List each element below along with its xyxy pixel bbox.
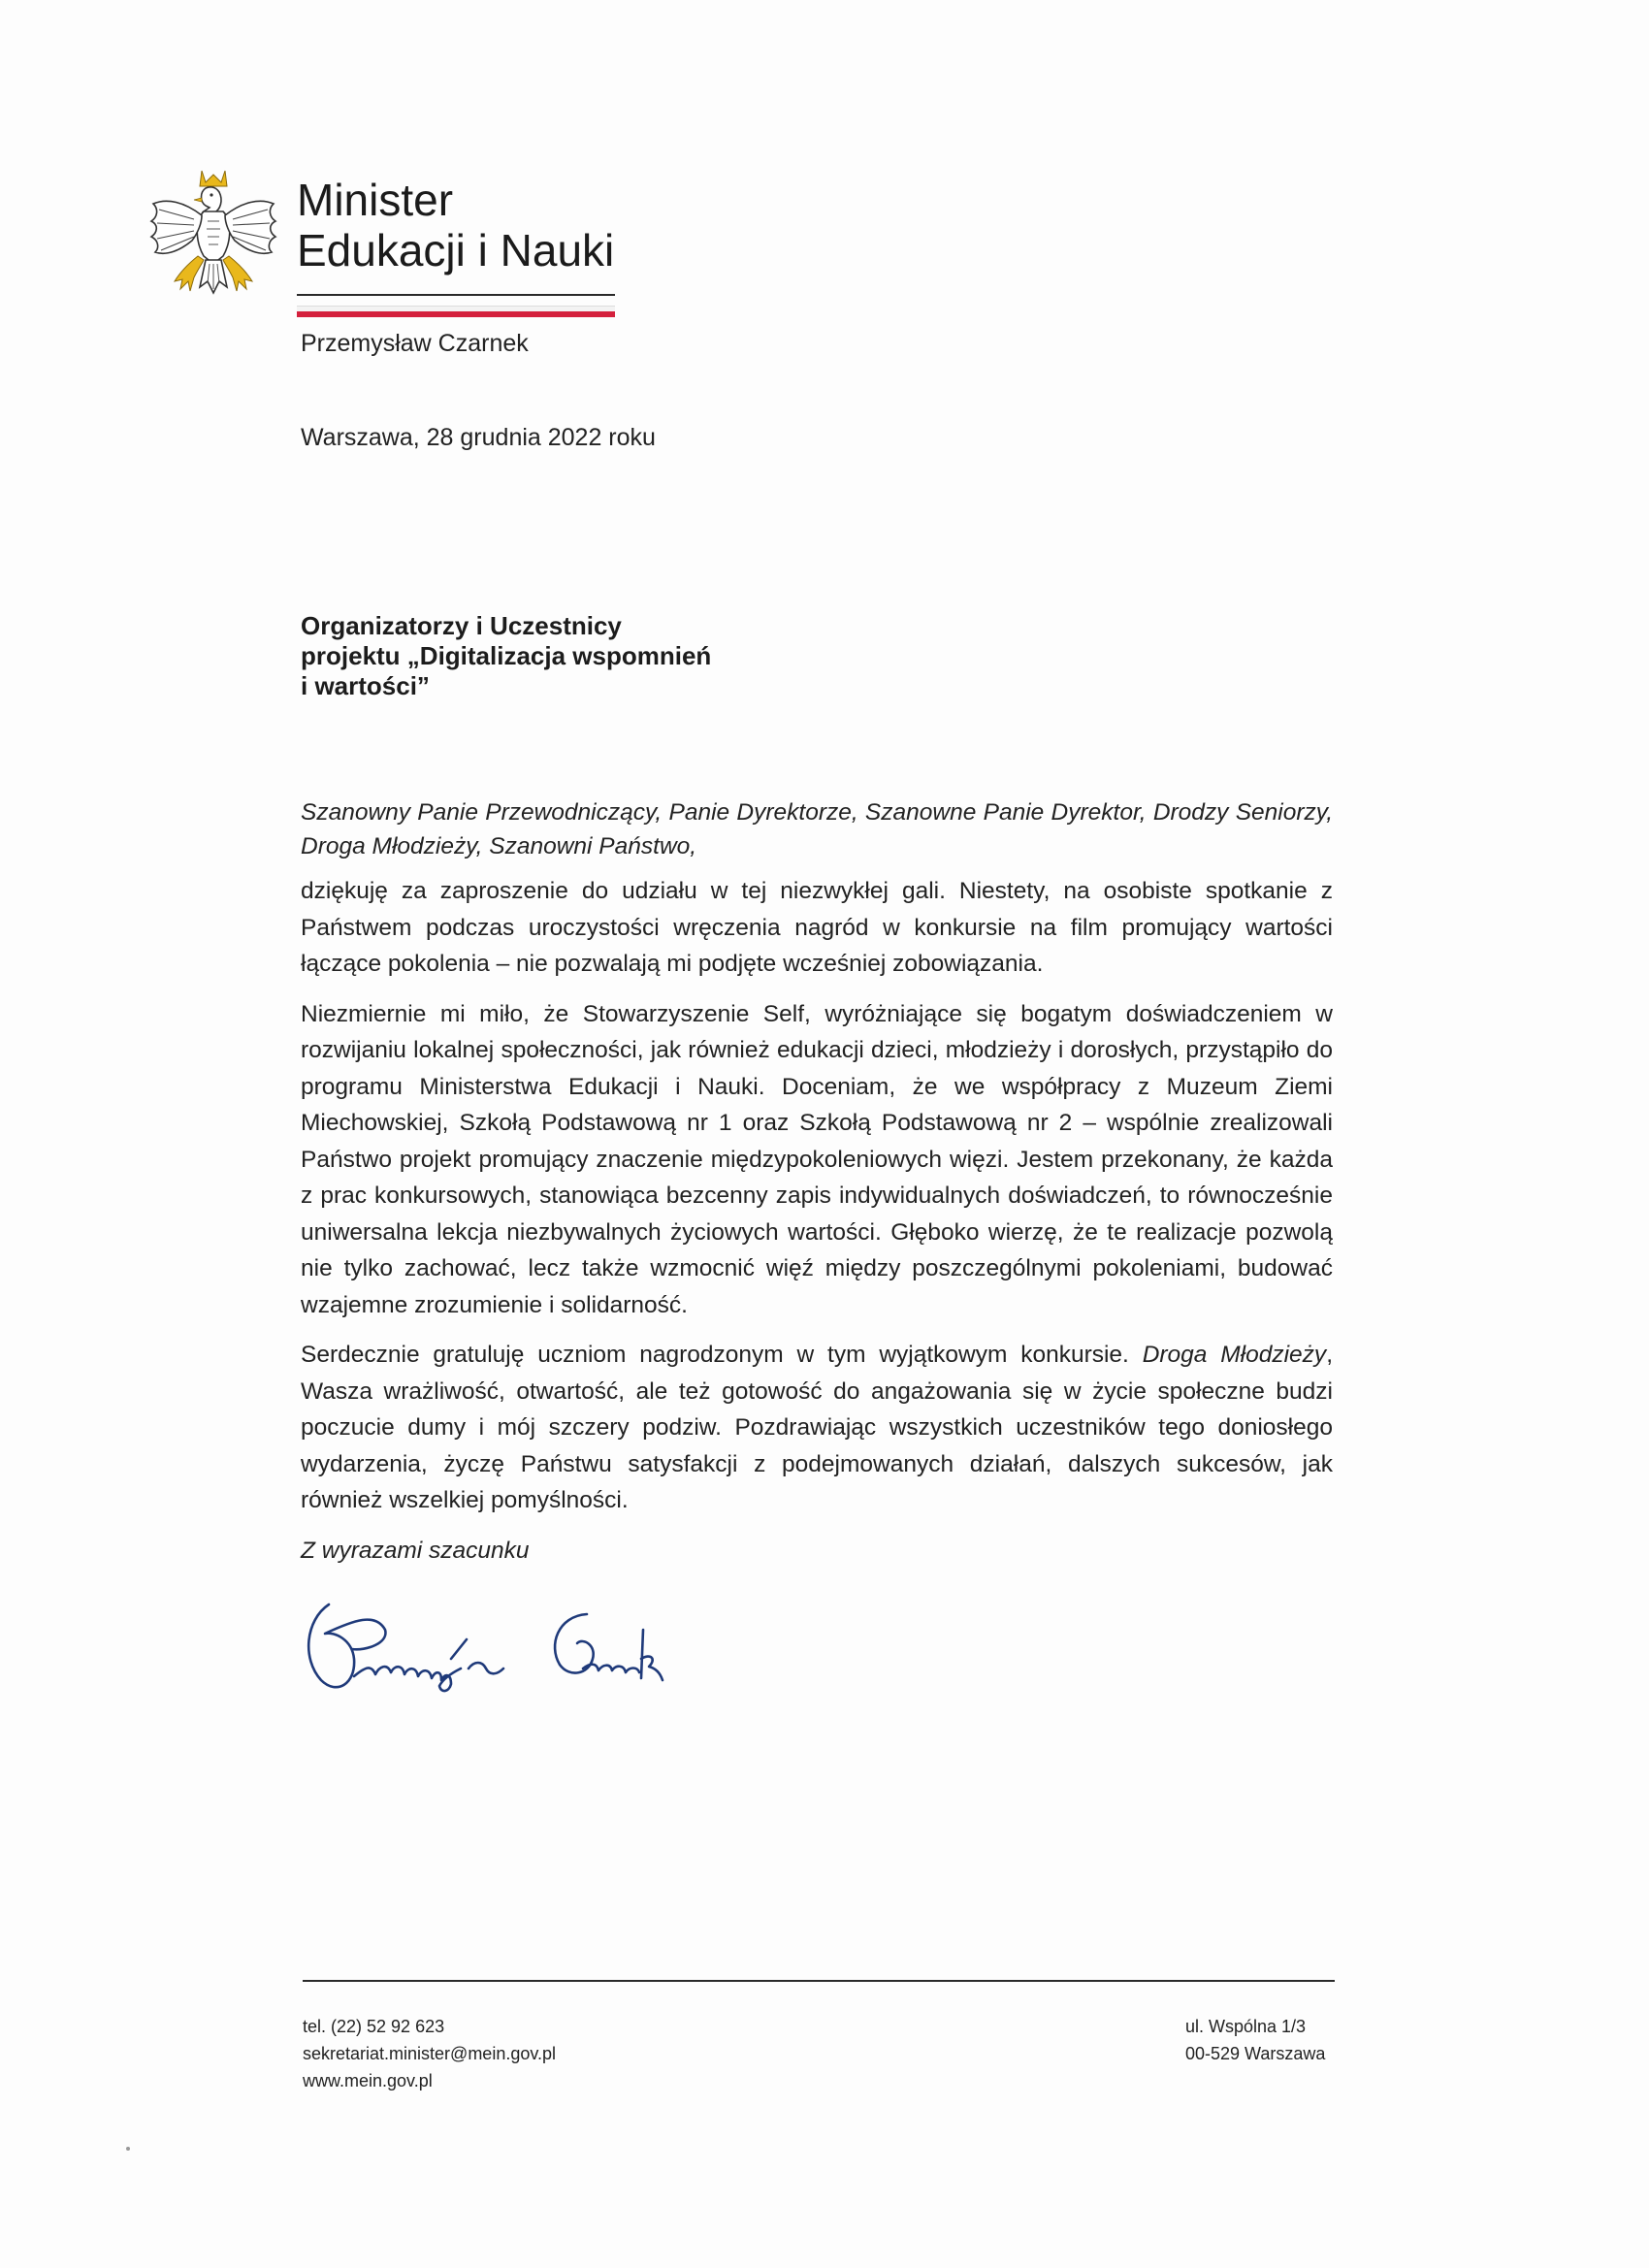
footer-address bbox=[1185, 2013, 1325, 2067]
flag-red-stripe bbox=[297, 311, 615, 317]
footer-city: 00-529 Warszawa bbox=[1185, 2044, 1326, 2063]
footer-email[interactable]: sekretariat.minister@mein.gov.pl bbox=[303, 2044, 557, 2063]
footer-website[interactable]: www.mein.gov.pl bbox=[303, 2071, 433, 2090]
paragraph-2: Niezmiernie mi miło, że Stowarzyszenie Self, wyróżniające się bogatym doświadczeniem w rozwijaniu lokalnej społeczności, jak również edukacji dzieci, młodzieży i dorosłych, przystąpiło do programu Ministerstwa Edukacji i Nauki. Doceniam, że we współpracy z Muzeum Ziemi Miechowskiej, Szkołą Podstawową nr 1 oraz Szkołą Podstawową nr 2 – wspólnie zrealizowali Państwo projekt promujący znaczenie międzypokoleniowych więzi. Jestem przekonany, że każda z prac konkursowych, stanowiąca bezcenny zapis indywidualnych doświadczeń, to równocześnie uniwersalna lekcja niezbywalnych życiowych wartości. Głęboko wierzę, że te realizacje pozwolą nie tylko zachować, lecz także wzmocnić więź między poszczególnymi pokoleniami, budować wzajemne zrozumienie i solidarność. bbox=[301, 1000, 1333, 1318]
ministry-title-line2: Edukacji i Nauki bbox=[297, 225, 615, 275]
ministry-title bbox=[297, 175, 614, 275]
letter-date: Warszawa, 28 grudnia 2022 roku bbox=[301, 424, 656, 451]
letter-body bbox=[301, 795, 1333, 1569]
handwritten-signature-icon bbox=[296, 1591, 703, 1698]
national-colors-bar bbox=[297, 294, 615, 317]
paragraph-3-start: Serdecznie gratuluję uczniom nagrodzonym w tym wyjątkowym konkursie. bbox=[301, 1342, 1143, 1368]
paragraph-3-end: , Wasza wrażliwość, otwartość, ale też gotowość do angażowania się w życie społeczne budzi poczucie dumy i mój szczery podziw. Pozdrawiając wszystkich uczestników tego doniosłego wydarzenia, życzę Państwu satysfakcji z podejmowanych działań, dalszych sukcesów, jak również wszelkiej pomyślności. bbox=[301, 1342, 1333, 1513]
scan-speck bbox=[126, 2147, 130, 2151]
paragraph-1: dziękuję za zaproszenie do udziału w tej niezwykłej gali. Niestety, na osobiste spotkanie z Państwem podczas uroczystości wręczenia nagród w konkursie na film promujący wartości łączące pokolenia – nie pozwalają mi podjęte wcześniej zobowiązania. bbox=[301, 878, 1333, 977]
footer-rule bbox=[303, 1980, 1335, 1982]
paragraph-3-italic: Droga Młodzieży bbox=[1142, 1342, 1327, 1368]
ministry-title-line1: Minister bbox=[297, 175, 454, 225]
salutation: Szanowny Panie Przewodniczący, Panie Dyrektorze, Szanowne Panie Dyrektor, Drodzy Seniorzy, Droga Młodzieży, Szanowni Państwo, bbox=[301, 799, 1333, 859]
header-rule bbox=[297, 294, 615, 296]
footer-phone: tel. (22) 52 92 623 bbox=[303, 2017, 445, 2036]
addressee-line1: Organizatorzy i Uczestnicy bbox=[301, 611, 622, 640]
footer-street: ul. Wspólna 1/3 bbox=[1185, 2017, 1307, 2036]
paragraph-3 bbox=[301, 1337, 1333, 1519]
minister-name: Przemysław Czarnek bbox=[301, 330, 529, 357]
addressee-block bbox=[301, 611, 805, 701]
addressee-line2: projektu „Digitalizacja wspomnień bbox=[301, 641, 712, 670]
footer-contact bbox=[303, 2013, 556, 2094]
eagle-emblem-icon bbox=[146, 163, 281, 318]
closing-phrase: Z wyrazami szacunku bbox=[301, 1537, 530, 1564]
addressee-line3: i wartości” bbox=[301, 671, 430, 700]
